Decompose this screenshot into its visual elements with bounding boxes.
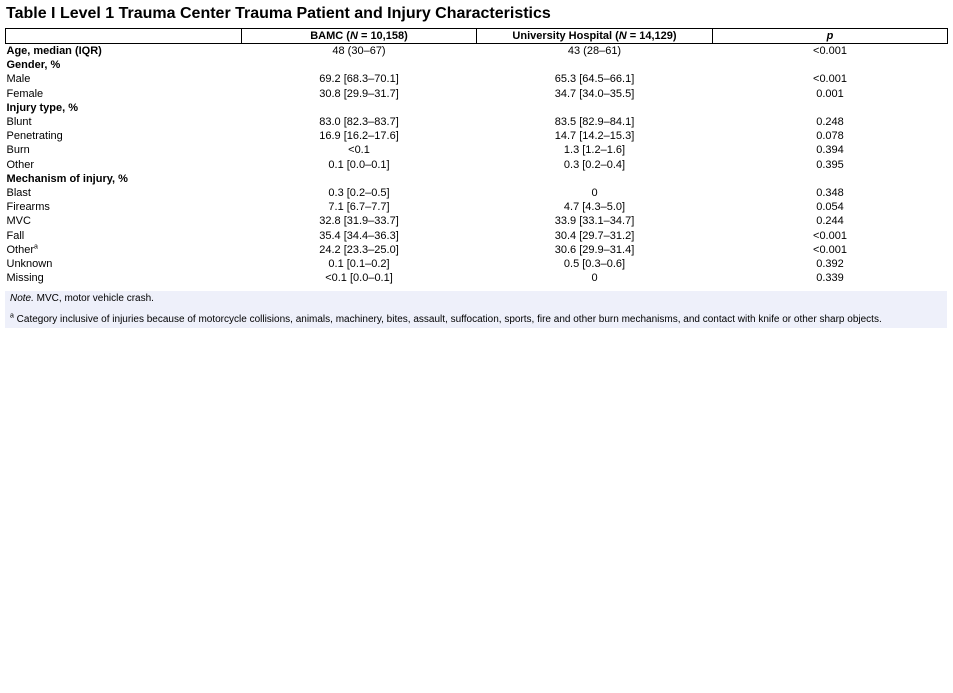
table-notes xyxy=(5,291,947,328)
row-label-text: Fall xyxy=(6,229,25,242)
bamc-value: 0.3 [0.2–0.5] xyxy=(328,186,390,199)
row-label xyxy=(6,257,242,271)
p-value: <0.001 xyxy=(813,73,847,86)
university-hospital-value: 43 (28–61) xyxy=(567,45,622,58)
table-row xyxy=(6,115,948,129)
university-hospital-value xyxy=(477,58,713,72)
row-label xyxy=(6,228,242,242)
row-label-text: Unknown xyxy=(6,257,53,270)
header-label xyxy=(6,29,242,44)
university-hospital-value xyxy=(477,101,713,115)
table-row xyxy=(6,243,948,257)
university-hospital-value: 0 xyxy=(591,272,598,285)
table-row xyxy=(6,58,948,72)
university-hospital-value: 1.3 [1.2–1.6] xyxy=(563,144,626,157)
row-label xyxy=(6,143,242,157)
bamc-value: 30.8 [29.9–31.7] xyxy=(319,87,399,100)
row-label-text: Firearms xyxy=(6,201,50,214)
row-label xyxy=(6,72,242,86)
row-label-text: Female xyxy=(6,87,44,100)
p-value: 0.394 xyxy=(816,144,844,157)
p-value: <0.001 xyxy=(813,229,847,242)
p-value xyxy=(713,172,948,186)
bamc-value: <0.1 xyxy=(348,144,370,157)
table-row xyxy=(6,228,948,242)
university-hospital-value xyxy=(477,172,713,186)
p-value: 0.339 xyxy=(816,272,844,285)
p-value: 0.248 xyxy=(816,116,844,129)
university-hospital-value: 30.6 [29.9–31.4] xyxy=(554,243,635,256)
table-row xyxy=(6,186,948,200)
p-value: 0.392 xyxy=(816,257,844,270)
row-label-text: Other xyxy=(6,158,35,171)
university-hospital-value: 30.4 [29.7–31.2] xyxy=(554,229,635,242)
section-label xyxy=(6,44,242,59)
row-label-text: Burn xyxy=(6,144,30,157)
university-hospital-value: 83.5 [82.9–84.1] xyxy=(554,116,635,129)
row-label-text: Blast xyxy=(6,186,31,199)
footnote-line: $^a$ Category inclusive of injuries because of motorcycle collisions, animals, machinery, bites, assault, suffocation, sports, fire and other burn mechanisms, and contact with knife or other sharp objects. xyxy=(10,312,882,325)
table-row xyxy=(6,200,948,214)
table-body xyxy=(6,44,948,286)
row-label xyxy=(6,115,242,129)
bamc-value xyxy=(242,101,477,115)
header-university-hospital: University Hospital (N = 14,129) xyxy=(477,29,713,44)
p-value: <0.001 xyxy=(813,45,847,58)
university-hospital-value: 0.3 [0.2–0.4] xyxy=(563,158,626,171)
row-label-text: Mechanism of injury, % xyxy=(6,172,128,185)
bamc-value: 16.9 [16.2–17.6] xyxy=(319,130,399,143)
header-row xyxy=(6,29,948,44)
row-label xyxy=(6,271,242,285)
row-label xyxy=(6,87,242,101)
table-row xyxy=(6,72,948,86)
p-value: 0.395 xyxy=(816,158,844,171)
table-row xyxy=(6,271,948,285)
bamc-value xyxy=(242,58,477,72)
bamc-value: 0.1 [0.1–0.2] xyxy=(328,257,390,270)
p-value xyxy=(713,101,948,115)
table-row xyxy=(6,158,948,172)
row-label xyxy=(6,243,242,257)
bamc-value: 7.1 [6.7–7.7] xyxy=(328,201,390,214)
p-value: 0.054 xyxy=(816,201,844,214)
section-label xyxy=(6,101,242,115)
table-row xyxy=(6,214,948,228)
row-label-text: Injury type, % xyxy=(6,101,79,114)
row-label-text: Blunt xyxy=(6,116,32,129)
table-title: Table I Level 1 Trauma Center Trauma Patient and Injury Characteristics xyxy=(6,5,551,22)
p-value: 0.001 xyxy=(816,87,844,100)
p-value xyxy=(713,58,948,72)
section-label xyxy=(6,172,242,186)
row-label-text: Age, median (IQR) xyxy=(6,45,102,58)
p-value: 0.078 xyxy=(816,130,844,143)
university-hospital-value: 0.5 [0.3–0.6] xyxy=(563,257,626,270)
p-value: 0.244 xyxy=(816,215,844,228)
row-label-text: Other xyxy=(6,243,35,256)
characteristics-table xyxy=(5,28,948,285)
table-row xyxy=(6,87,948,101)
p-value: <0.001 xyxy=(813,243,847,256)
bamc-value: 83.0 [82.3–83.7] xyxy=(319,116,399,129)
row-label-text: Missing xyxy=(6,272,44,285)
note-line: Note. MVC, motor vehicle crash. xyxy=(10,293,154,304)
p-value: 0.348 xyxy=(816,186,844,199)
row-label-text: Gender, % xyxy=(6,59,61,72)
bamc-value: 35.4 [34.4–36.3] xyxy=(319,229,399,242)
row-label xyxy=(6,200,242,214)
table-row xyxy=(6,44,948,59)
row-label xyxy=(6,214,242,228)
bamc-value: 69.2 [68.3–70.1] xyxy=(319,73,399,86)
section-label xyxy=(6,58,242,72)
university-hospital-value: 65.3 [64.5–66.1] xyxy=(554,73,635,86)
row-label-text: Penetrating xyxy=(6,130,63,143)
bamc-value: 0.1 [0.0–0.1] xyxy=(328,158,390,171)
header-bamc: BAMC (N = 10,158) xyxy=(242,29,477,44)
university-hospital-value: 33.9 [33.1–34.7] xyxy=(554,215,635,228)
table-row xyxy=(6,129,948,143)
bamc-value xyxy=(242,172,477,186)
bamc-value: 32.8 [31.9–33.7] xyxy=(319,215,399,228)
university-hospital-value: 4.7 [4.3–5.0] xyxy=(563,201,626,214)
table-row xyxy=(6,257,948,271)
table-row xyxy=(6,143,948,157)
university-hospital-value: 14.7 [14.2–15.3] xyxy=(554,130,635,143)
header-p-value: p xyxy=(713,29,948,44)
table-row xyxy=(6,172,948,186)
row-label xyxy=(6,186,242,200)
row-label xyxy=(6,129,242,143)
row-label-text: MVC xyxy=(6,215,31,228)
footnote-marker: a xyxy=(34,243,38,251)
bamc-value: 24.2 [23.3–25.0] xyxy=(319,243,399,256)
bamc-value: 48 (30–67) xyxy=(332,45,386,58)
table-row xyxy=(6,101,948,115)
row-label-text: Male xyxy=(6,73,31,86)
row-label xyxy=(6,158,242,172)
university-hospital-value: 34.7 [34.0–35.5] xyxy=(554,87,635,100)
bamc-value: <0.1 [0.0–0.1] xyxy=(325,272,393,285)
university-hospital-value: 0 xyxy=(591,186,598,199)
